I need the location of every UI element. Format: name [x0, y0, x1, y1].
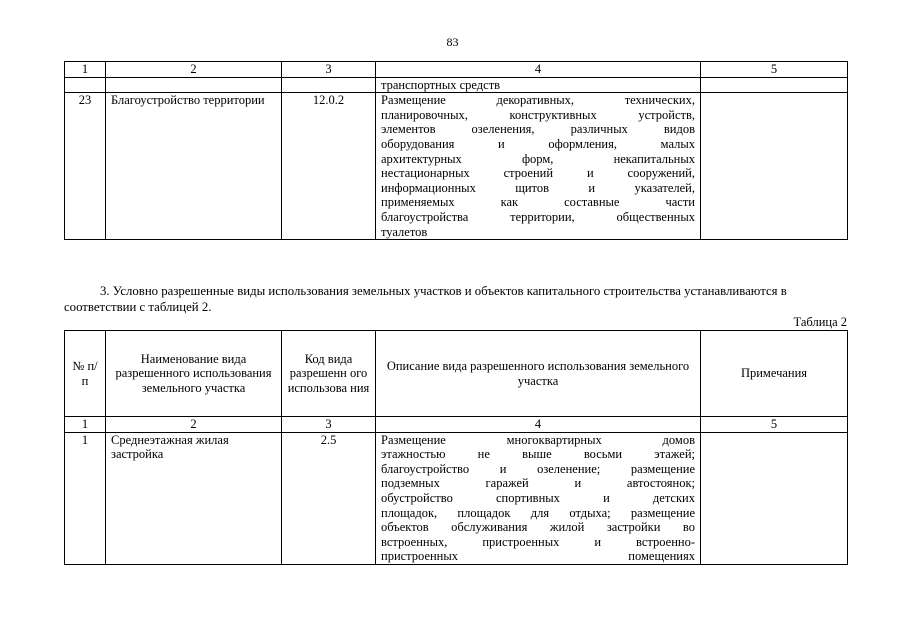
use-type-name: Среднеэтажная жилая застройка	[106, 432, 282, 564]
description-line: архитектурных форм, некапитальных	[381, 151, 695, 166]
column-number: 3	[282, 417, 376, 433]
column-number: 4	[376, 62, 701, 78]
column-number-row	[65, 62, 848, 78]
column-number: 1	[65, 62, 106, 78]
description-line: туалетов	[381, 224, 428, 239]
use-type-name	[106, 77, 282, 93]
description-line: этажностью не выше восьми этажей;	[381, 447, 695, 462]
header-description: Описание вида разрешенного использования земельного участка	[376, 331, 701, 417]
row-number: 1	[65, 432, 106, 564]
description-line: информационных щитов и указателей,	[381, 180, 695, 195]
header-number: № п/п	[65, 331, 106, 417]
use-type-code: 12.0.2	[282, 93, 376, 240]
table-row	[65, 432, 848, 564]
description-line: Размещение декоративных, технических,	[381, 93, 695, 108]
description-line: элементов озеленения, различных видов	[381, 122, 695, 137]
conditional-use-table	[64, 330, 848, 565]
description-line: площадок, площадок для отдыха; размещение	[381, 505, 695, 520]
description-line: пристроенных помещениях	[381, 549, 695, 564]
notes-cell	[701, 432, 848, 564]
column-number: 3	[282, 62, 376, 78]
description-line: объектов обслуживания жилой застройки во	[381, 520, 695, 535]
table-row	[65, 77, 848, 93]
description-line: благоустройство и озеленение; размещение	[381, 461, 695, 476]
use-type-code	[282, 77, 376, 93]
section-paragraph: 3. Условно разрешенные виды использования земельных участков и объектов капитального строительства устанавливаются в соответствии с таблицей 2.	[64, 284, 787, 314]
notes-cell	[701, 77, 848, 93]
description-line: благоустройства территории, общественных	[381, 209, 695, 224]
header-notes: Примечания	[701, 331, 848, 417]
description-line: Размещение многоквартирных домов	[381, 432, 695, 447]
column-number: 4	[376, 417, 701, 433]
use-type-description	[376, 432, 701, 564]
column-number: 5	[701, 417, 848, 433]
notes-cell	[701, 93, 848, 240]
description-line: планировочных, конструктивных устройств,	[381, 107, 695, 122]
column-number: 1	[65, 417, 106, 433]
use-type-code: 2.5	[282, 432, 376, 564]
use-type-name: Благоустройство территории	[106, 93, 282, 240]
header-use-type-code: Код вида разрешенн ого использова ния	[282, 331, 376, 417]
table-label: Таблица 2	[793, 315, 847, 329]
row-number	[65, 77, 106, 93]
column-number: 5	[701, 62, 848, 78]
page-number: 83	[446, 35, 459, 49]
use-type-description	[376, 93, 701, 240]
description-line: применяемых как составные части	[381, 195, 695, 210]
header-use-type-name: Наименование вида разрешенного использования земельного участка	[106, 331, 282, 417]
table-row	[65, 93, 848, 240]
description-line: встроенных, пристроенных и встроенно-	[381, 534, 695, 549]
column-number: 2	[106, 417, 282, 433]
row-number: 23	[65, 93, 106, 240]
use-type-description	[376, 77, 701, 93]
description-line: транспортных средств	[381, 77, 501, 92]
table-header-row	[65, 331, 848, 417]
description-line: нестационарных строений и сооружений,	[381, 166, 695, 181]
column-number: 2	[106, 62, 282, 78]
land-use-table-continued	[64, 61, 848, 240]
column-number-row	[65, 417, 848, 433]
description-line: подземных гаражей и автостоянок;	[381, 476, 695, 491]
description-line: оборудования и оформления, малых	[381, 136, 695, 151]
description-line: обустройство спортивных и детских	[381, 490, 695, 505]
